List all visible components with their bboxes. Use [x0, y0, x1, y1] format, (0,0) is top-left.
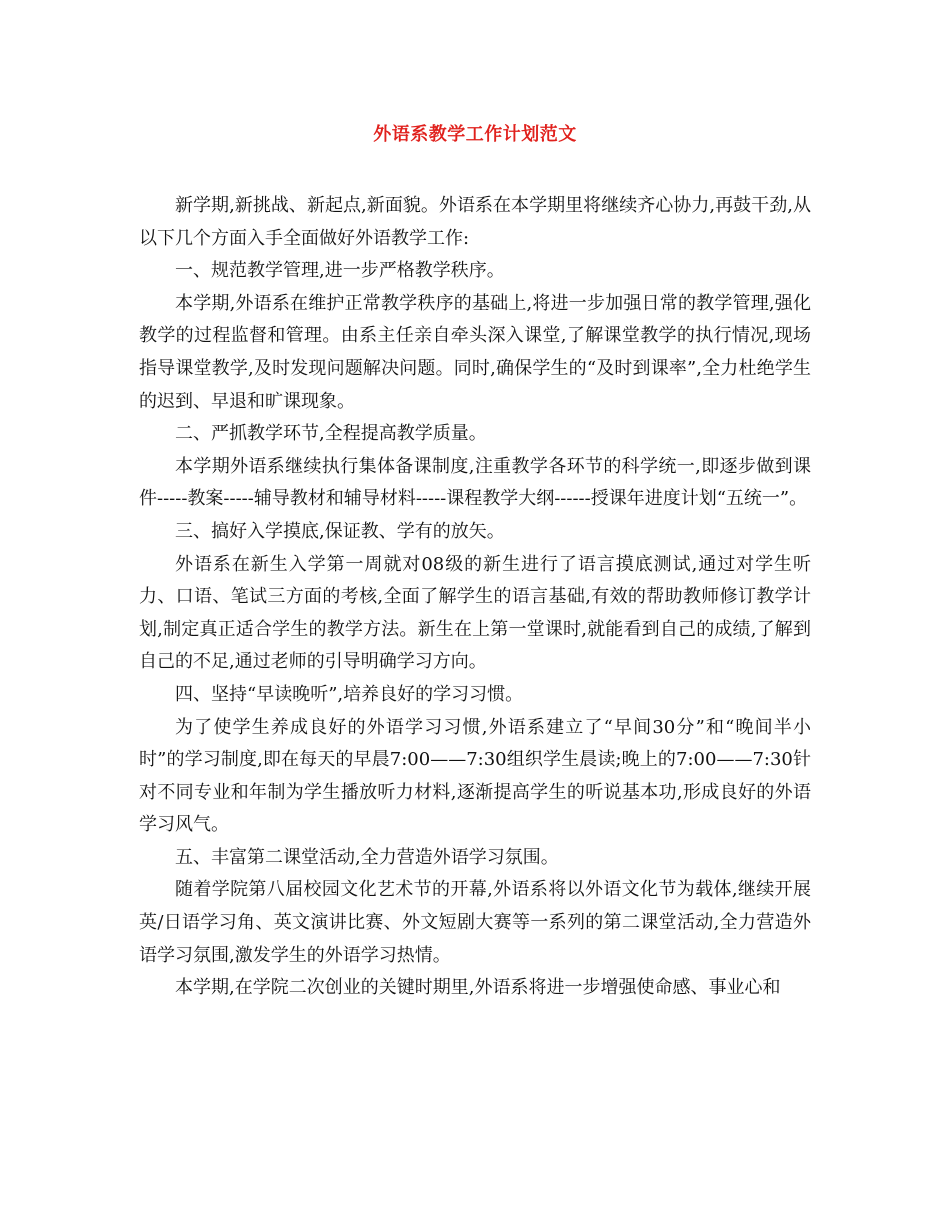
section-heading-2: 二、严抓教学环节,全程提高教学质量。 — [175, 423, 487, 445]
paragraph-section-5: 随着学院第八届校园文化艺术节的开幕,外语系将以外语文化节为载体,继续开展英/日语学习角、英文演讲比赛、外文短剧大赛等一系列的第二课堂活动,全力营造外语学习氛围,激发学生的外语学习热情。 — [139, 879, 811, 966]
section-heading-3: 三、搞好入学摸底,保证教、学有的放矢。 — [175, 520, 505, 542]
section-heading-1: 一、规范教学管理,进一步严格教学秩序。 — [175, 260, 505, 282]
document-body — [139, 190, 811, 1005]
paragraph-closing: 本学期,在学院二次创业的关键时期里,外语系将进一步增强使命感、事业心和 — [175, 977, 781, 999]
paragraph-section-3: 外语系在新生入学第一周就对08级的新生进行了语言摸底测试,通过对学生听力、口语、笔试三方面的考核,全面了解学生的语言基础,有效的帮助教师修订教学计划,制定真正适合学生的教学方法。新生在上第一堂课时,就能看到自己的成绩,了解到自己的不足,通过老师的引导明确学习方向。 — [139, 553, 811, 673]
document-title: 外语系教学工作计划范文 — [373, 124, 577, 145]
paragraph-section-4: 为了使学生养成良好的外语学习习惯,外语系建立了“早间30分”和“晚间半小时”的学习制度,即在每天的早晨7:00——7:30组织学生晨读;晚上的7:00——7:30针对不同专业和年制为学生播放听力材料,逐渐提高学生的听说基本功,形成良好的外语学习风气。 — [139, 716, 811, 836]
paragraph-section-1: 本学期,外语系在维护正常教学秩序的基础上,将进一步加强日常的教学管理,强化教学的过程监督和管理。由系主任亲自牵头深入课堂,了解课堂教学的执行情况,现场指导课堂教学,及时发现问题解决问题。同时,确保学生的“及时到课率”,全力杜绝学生的迟到、早退和旷课现象。 — [139, 292, 811, 412]
section-heading-5: 五、丰富第二课堂活动,全力营造外语学习氛围。 — [175, 846, 559, 868]
paragraph-section-2: 本学期外语系继续执行集体备课制度,注重教学各环节的科学统一,即逐步做到课件-----教案-----辅导教材和辅导材料-----课程教学大纲------授课年进度计划“五统一”。 — [139, 455, 811, 510]
paragraph-intro: 新学期,新挑战、新起点,新面貌。外语系在本学期里将继续齐心协力,再鼓干劲,从以下几个方面入手全面做好外语教学工作: — [139, 195, 811, 249]
section-heading-4: 四、坚持“早读晚听”,培养良好的学习习惯。 — [175, 683, 524, 705]
